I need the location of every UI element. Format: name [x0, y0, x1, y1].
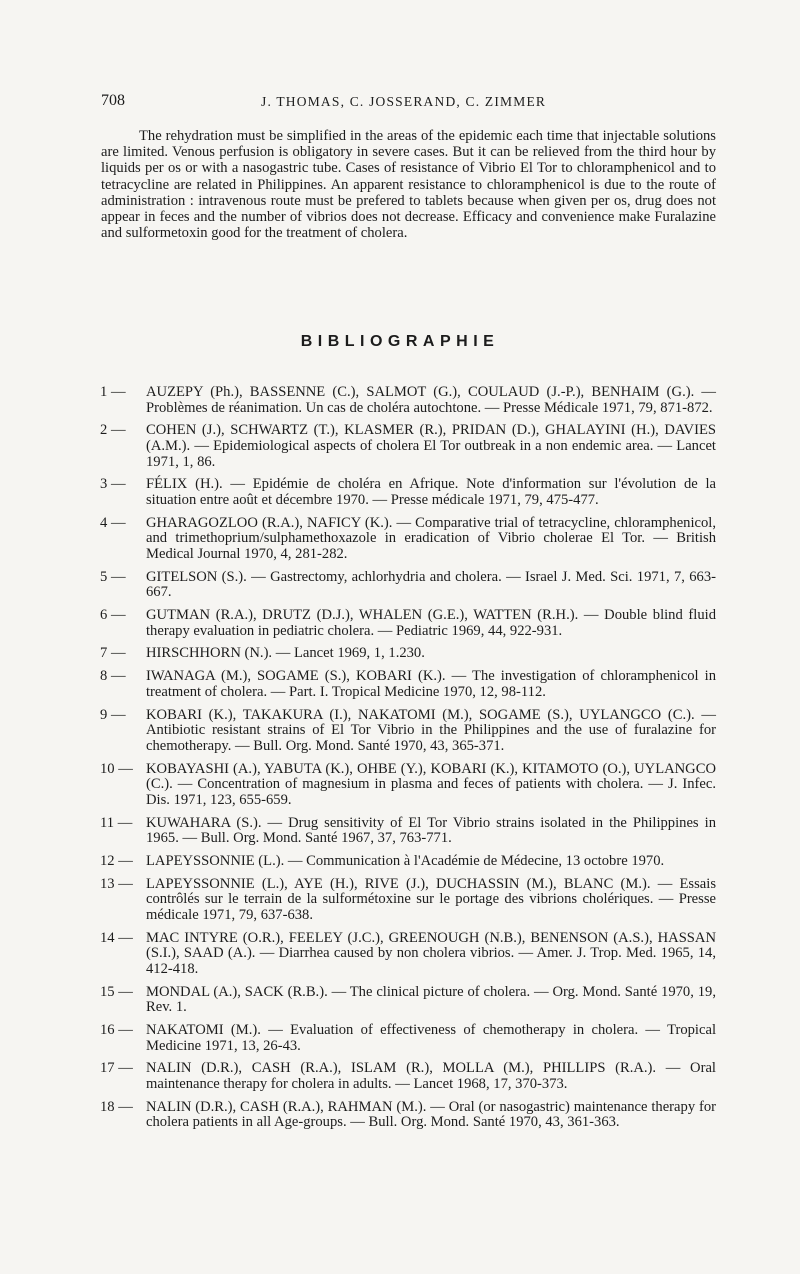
entry-citation: MONDAL (A.), SACK (R.B.). — The clinical picture of cholera. — Org. Mond. Santé 1970, 19, Rev. 1.	[146, 983, 716, 1016]
bibliography-entry	[100, 931, 716, 978]
bibliography-entry	[100, 423, 716, 470]
entry-citation: KUWAHARA (S.). — Drug sensitivity of El Tor Vibrio strains isolated in the Philippines in 1965. — Bull. Org. Mond. Santé 1967, 37, 763-771.	[146, 814, 716, 847]
entry-citation: GUTMAN (R.A.), DRUTZ (D.J.), WHALEN (G.E.), WATTEN (R.H.). — Double blind fluid therapy evaluation in pediatric cholera. — Pediatric 1969, 44, 922-931.	[146, 607, 716, 639]
bibliography-entry	[100, 708, 716, 755]
bibliography-entry	[100, 816, 716, 847]
entry-number: 3 —	[100, 476, 126, 493]
entry-number: 6 —	[100, 607, 126, 624]
bibliography-entry	[100, 1100, 716, 1131]
entry-citation: LAPEYSSONNIE (L.), AYE (H.), RIVE (J.), DUCHASSIN (M.), BLANC (M.). — Essais contrôlés sur le terrain de la sulformétoxine sur le portage des vibrions cholériques. — Presse médicale 1971, 79, 637-638.	[146, 875, 716, 923]
bibliography-entry	[100, 477, 716, 508]
page-number: 708	[101, 92, 125, 109]
entry-citation: HIRSCHHORN (N.). — Lancet 1969, 1, 1.230.	[146, 645, 425, 662]
entry-citation: MAC INTYRE (O.R.), FEELEY (J.C.), GREENOUGH (N.B.), BENENSON (A.S.), HASSAN (S.I.), SAAD (A.). — Diarrhea caused by non cholera vibrios. — Amer. J. Trop. Med. 1965, 14, 412-418.	[146, 929, 716, 977]
entry-citation: NALIN (D.R.), CASH (R.A.), ISLAM (R.), MOLLA (M.), PHILLIPS (R.A.). — Oral maintenance therapy for cholera in adults. — Lancet 1968, 17, 370-373.	[146, 1060, 716, 1092]
entry-citation: COHEN (J.), SCHWARTZ (T.), KLASMER (R.), PRIDAN (D.), GHALAYINI (H.), DAVIES (A.M.). — Epidemiological aspects of cholera El Tor outbreak in a non endemic area. — Lancet 1971, 1, 86.	[146, 422, 716, 470]
bibliography-entry	[100, 646, 716, 662]
entry-citation: FÉLIX (H.). — Epidémie de choléra en Afrique. Note d'information sur l'évolution de la situation entre août et décembre 1970. — Presse médicale 1971, 79, 475-477.	[146, 476, 716, 508]
bibliography-entry	[100, 1061, 716, 1092]
bibliography-title: BIBLIOGRAPHIE	[300, 333, 500, 350]
entry-number: 16 —	[100, 1022, 133, 1038]
entry-number: 12 —	[100, 852, 133, 869]
bibliography-entry	[100, 570, 716, 601]
entry-citation: NAKATOMI (M.). — Evaluation of effectiveness of chemotherapy in cholera. — Tropical Medicine 1971, 13, 26-43.	[146, 1022, 716, 1054]
bibliography-entry	[100, 1023, 716, 1054]
running-head-authors: J. THOMAS, C. JOSSERAND, C. ZIMMER	[261, 94, 547, 109]
entry-citation: KOBARI (K.), TAKAKURA (I.), NAKATOMI (M.), SOGAME (S.), UYLANGCO (C.). — Antibiotic resistant strains of El Tor Vibrio in the Philippines and the use of furalazine for chemotherapy. — Bull. Org. Mond. Santé 1970, 43, 365-371.	[146, 706, 716, 754]
entry-number: 4 —	[100, 514, 126, 531]
entry-citation: NALIN (D.R.), CASH (R.A.), RAHMAN (M.). — Oral (or nasogastric) maintenance therapy for cholera patients in all Age-groups. — Bull. Org. Mond. Santé 1970, 43, 361-363.	[146, 1098, 716, 1131]
entry-number: 8 —	[100, 668, 126, 685]
entry-number: 13 —	[100, 875, 133, 892]
entry-number: 14 —	[100, 929, 133, 946]
entry-number: 1 —	[100, 384, 126, 400]
entry-number: 17 —	[100, 1060, 133, 1077]
abstract-paragraph: The rehydration must be simplified in the areas of the epidemic each time that injectable solutions are limited. Venous perfusion is obligatory in severe cases. But it can be relieved from the third hour by liquids per os or with a nasogastric tube. Cases of resistance of Vibrio El Tor to chloramphenicol and to tetracycline are related in Philippines. An apparent resistance to chloramphenicol is due to the route of administration : intravenous route must be prefered to tablets because when given per os, drug does not appear in feces and the number of vibrios does not decrease. Efficacy and convenience make Furalazine and sulformetoxin good for the treatment of cholera.	[101, 128, 716, 242]
bibliography-list	[100, 385, 716, 1138]
entry-citation: GITELSON (S.). — Gastrectomy, achlorhydria and cholera. — Israel J. Med. Sci. 1971, 7, 663-667.	[146, 568, 716, 601]
entry-number: 5 —	[100, 568, 126, 585]
entry-number: 10 —	[100, 760, 133, 777]
entry-number: 18 —	[100, 1098, 133, 1115]
bibliography-entry	[100, 669, 716, 700]
entry-citation: KOBAYASHI (A.), YABUTA (K.), OHBE (Y.), KOBARI (K.), KITAMOTO (O.), UYLANGCO (C.). — Concentration of magnesium in plasma and feces of patients with cholera. — J. Infec. Dis. 1971, 123, 655-659.	[146, 760, 716, 808]
entry-number: 7 —	[100, 645, 126, 662]
bibliography-entry	[100, 762, 716, 809]
entry-number: 11 —	[100, 814, 133, 831]
entry-number: 2 —	[100, 422, 126, 439]
entry-citation: AUZEPY (Ph.), BASSENNE (C.), SALMOT (G.), COULAUD (J.-P.), BENHAIM (G.). — Problèmes de réanimation. Un cas de choléra autochtone. — Presse Médicale 1971, 79, 871-872.	[146, 384, 716, 416]
bibliography-entry	[100, 516, 716, 563]
entry-citation: GHARAGOZLOO (R.A.), NAFICY (K.). — Comparative trial of tetracycline, chloramphenicol, and trimethoprium/sulphamethoxazole in eradication of Vibrio cholerae El Tor. — British Medical Journal 1970, 4, 281-282.	[146, 514, 716, 562]
bibliography-entry	[100, 854, 716, 870]
entry-citation: IWANAGA (M.), SOGAME (S.), KOBARI (K.). — The investigation of chloramphenicol in treatment of cholera. — Part. I. Tropical Medicine 1970, 12, 98-112.	[146, 668, 716, 700]
entry-number: 15 —	[100, 983, 133, 1000]
entry-citation: LAPEYSSONNIE (L.). — Communication à l'Académie de Médecine, 13 octobre 1970.	[146, 852, 665, 869]
page-header	[101, 92, 716, 116]
bibliography-entry	[100, 877, 716, 924]
bibliography-entry	[100, 385, 716, 416]
entry-number: 9 —	[100, 706, 126, 723]
bibliography-entry	[100, 985, 716, 1016]
bibliography-entry	[100, 608, 716, 639]
